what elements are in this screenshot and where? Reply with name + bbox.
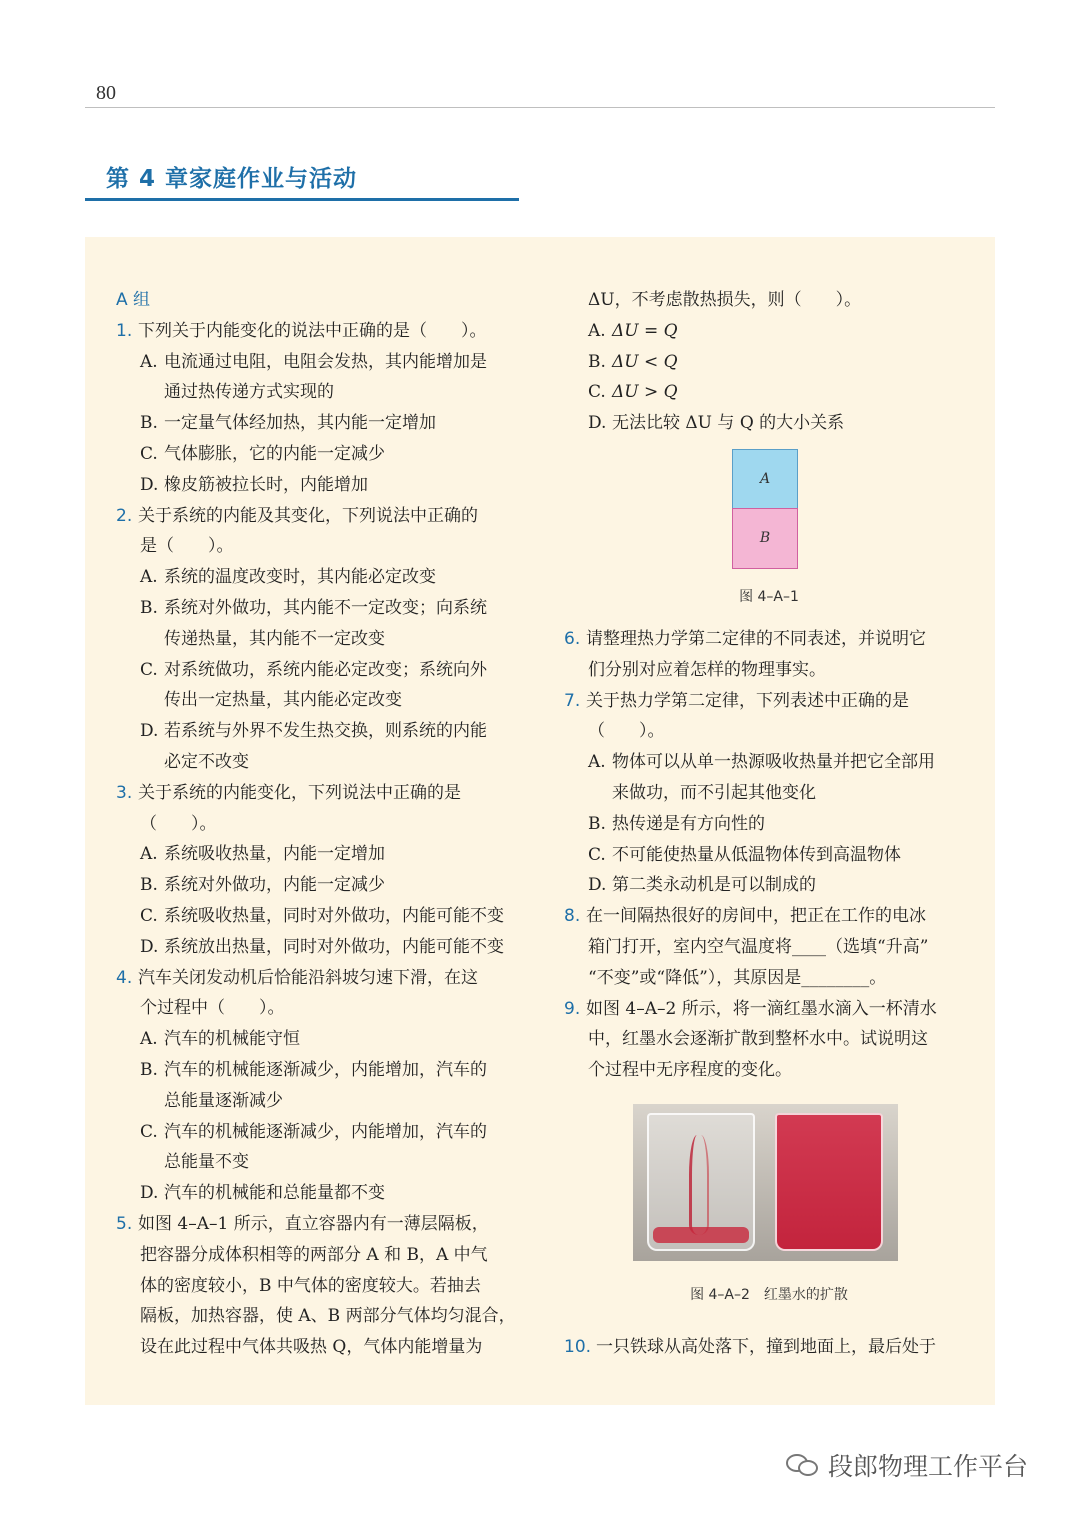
glass-with-ink-drop — [647, 1113, 755, 1251]
question-5: 5. 如图 4–A–1 所示，直立容器内有一薄层隔板， 把容器分成体积相等的两部分 A 和 B，A 中气 体的密度较小，B 中气体的密度较大。若抽去 隔板，加热容器，使 A、B 两部分气体均匀混合， 设在此过程中气体共吸热 Q，气体内能增量为 — [116, 1213, 516, 1358]
wechat-icon — [786, 1452, 820, 1478]
question-4: 4. 汽车关闭发动机后恰能沿斜坡匀速下滑，在这 个过程中（ ）。 A. 汽车的机械能守恒 B. 汽车的机械能逐渐减少，内能增加，汽车的 总能量逐渐减少 C. 汽车的机械能逐渐减少，内能增加，汽车的 总能量不变 D. 汽车的机械能和总能量都不变 — [116, 967, 487, 1204]
question-9: 9. 如图 4–A–2 所示，将一滴红墨水滴入一杯清水 中，红墨水会逐渐扩散到整杯水中。试说明这 个过程中无序程度的变化。 — [564, 998, 937, 1081]
question-8: 8. 在一间隔热很好的房间中，把正在工作的电冰 箱门打开，室内空气温度将____（选填“升高” “不变”或“降低”），其原因是________。 — [564, 906, 929, 988]
question-3: 3. 关于系统的内能变化，下列说法中正确的是 （ ）。 A. 系统吸收热量，内能一定增加 B. 系统对外做功，内能一定减少 C. 系统吸收热量，同时对外做功，内能可能不变 D. 系统放出热量，同时对外做功，内能可能不变 — [116, 782, 504, 957]
figure-4-A-1 — [564, 439, 974, 624]
chapter-title: 第 4 章家庭作业与活动 — [106, 166, 358, 192]
figure-4-A-2 — [564, 1086, 974, 1332]
watermark: 段郎物理工作平台 — [786, 1447, 1028, 1483]
container-part-a: A — [732, 449, 798, 509]
title-underline — [85, 198, 519, 201]
glass-fully-diffused — [775, 1113, 883, 1251]
question-6: 6. 请整理热力学第二定律的不同表述，并说明它 们分别对应着怎样的物理事实。 — [564, 628, 926, 680]
header-rule — [85, 107, 995, 108]
container-part-b: B — [732, 508, 798, 569]
figure-caption: 图 4–A–2 红墨水的扩散 — [690, 1286, 848, 1303]
question-10: 10. 一只铁球从高处落下，撞到地面上，最后处于 — [564, 1336, 936, 1357]
page-number: 80 — [96, 82, 116, 104]
figure-caption: 图 4–A–1 — [739, 588, 799, 605]
left-column — [116, 285, 526, 1363]
question-1: 1. 下列关于内能变化的说法中正确的是（ ）。 A. 电流通过电阻，电阻会发热，其内能增加是 通过热传递方式实现的 B. 一定量气体经加热，其内能一定增加 C. 气体膨胀，它的内能一定减少 D. 橡皮筋被拉长时，内能增加 — [116, 320, 487, 495]
red-ink-diffusion-photo — [633, 1104, 898, 1261]
question-2: 2. 关于系统的内能及其变化，下列说法中正确的 是（ ）。 A. 系统的温度改变时，其内能必定改变 B. 系统对外做功，其内能不一定改变；向系统 传递热量，其内能不一定改变 C. 对系统做功，系统内能必定改变；系统向外 传出一定热量，其内能必定改变 D. 若系统与外界不发生热交换，则系统的内能 必定不改变 — [116, 505, 487, 772]
group-label: A 组 — [116, 290, 151, 310]
question-7: 7. 关于热力学第二定律，下列表述中正确的是 （ ）。 A. 物体可以从单一热源吸收热量并把它全部用 来做功，而不引起其他变化 B. 热传递是有方向性的 C. 不可能使热量从低温物体传到高温物体 D. 第二类永动机是可以制成的 — [564, 690, 935, 896]
question-5-continued: ΔU，不考虑散热损失，则（ ）。 A. ΔU = Q B. ΔU < Q C. ΔU > Q D. 无法比较 ΔU 与 Q 的大小关系 — [588, 290, 862, 434]
right-column — [564, 285, 974, 1363]
